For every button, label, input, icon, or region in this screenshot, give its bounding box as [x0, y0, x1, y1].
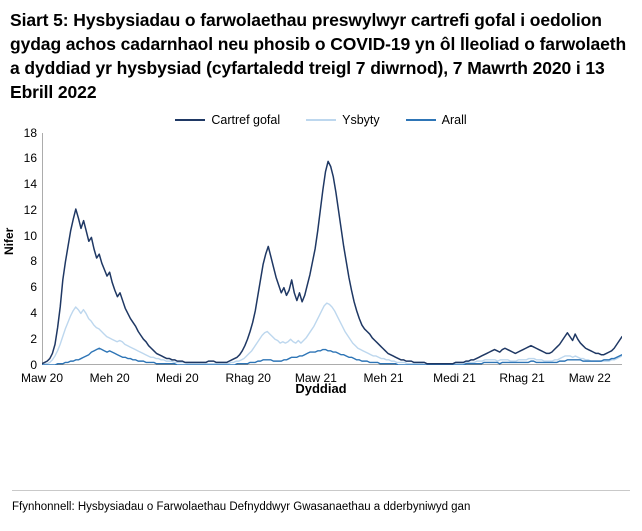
- plot-area: [20, 125, 622, 385]
- x-tick-label: Medi 21: [433, 370, 476, 385]
- y-tick-label: 2: [30, 331, 37, 346]
- legend-swatch-care-home: [175, 119, 205, 121]
- legend-item-other: [406, 113, 467, 127]
- y-tick-label: 16: [23, 151, 37, 166]
- y-tick-label: 6: [30, 280, 37, 295]
- legend-label-care-home: Cartref gofal: [211, 112, 281, 127]
- x-tick-label: Meh 21: [363, 370, 404, 385]
- x-tick-label: Maw 22: [568, 370, 611, 385]
- legend-swatch-other: [406, 119, 436, 121]
- y-tick-label: 8: [30, 254, 37, 269]
- legend-item-care-home: [175, 113, 280, 127]
- y-tick-label: 18: [23, 125, 37, 140]
- x-axis-label: Dyddiad: [295, 380, 347, 396]
- legend-swatch-hospital: [306, 119, 336, 121]
- legend-item-hospital: [306, 113, 380, 127]
- legend-label-other: Arall: [441, 112, 467, 127]
- chart-title: Siart 5: Hysbysiadau o farwolaethau preswylwyr cartrefi gofal i oedolion gydag achos cadarnhaol neu phosib o COVID-19 yn ôl lleoliad o farwolaeth a dyddiad yr hysbysiad (cyfartaledd treigl 7 diwrnod), 7 Mawrth 2020 i 13 Ebrill 2022: [10, 10, 627, 103]
- plot-svg: [42, 133, 622, 365]
- x-tick-label: Medi 20: [155, 370, 199, 385]
- x-tick-label: Maw 21: [294, 370, 337, 385]
- y-tick-label: 10: [23, 228, 37, 243]
- footnote-divider: [12, 490, 630, 491]
- legend-label-hospital: Ysbyty: [342, 112, 380, 127]
- chart-legend: [0, 109, 642, 131]
- x-tick-label: Rhag 20: [225, 370, 271, 385]
- y-tick-label: 12: [23, 202, 37, 217]
- y-tick-label: 4: [30, 306, 37, 320]
- x-tick-label: Meh 20: [89, 370, 130, 385]
- chart-container: [0, 105, 642, 405]
- y-axis-label: Nifer: [2, 227, 16, 255]
- y-tick-label: 14: [23, 177, 37, 192]
- x-tick-label: Maw 20: [20, 370, 64, 385]
- y-tick-label: 0: [30, 357, 37, 372]
- x-tick-label: Rhag 21: [499, 370, 545, 385]
- footnote: Ffynhonnell: Hysbysiadau o Farwolaethau Defnyddwyr Gwasanaethau a dderbyniwyd gan: [12, 501, 471, 513]
